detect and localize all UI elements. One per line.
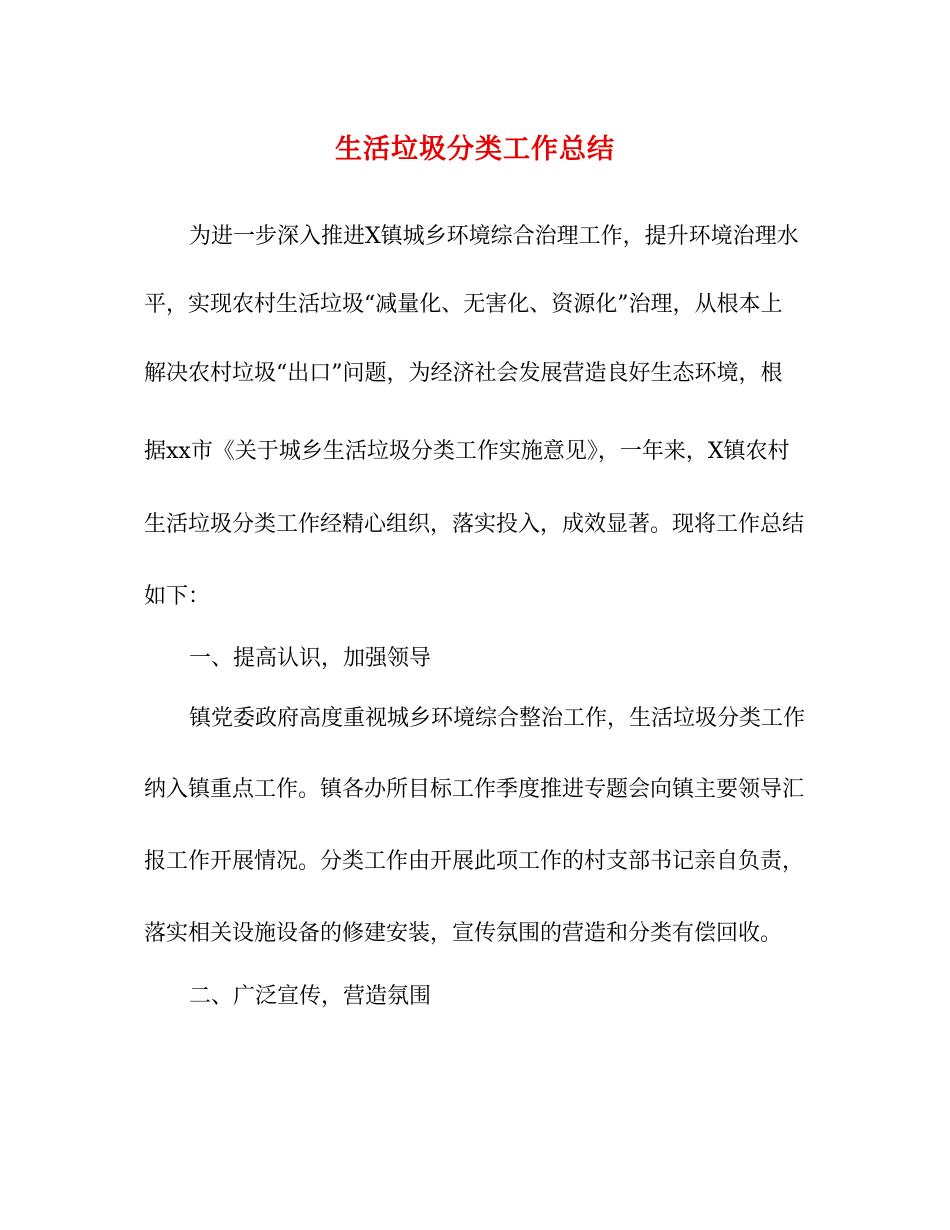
paragraph-1-line-3: 解决农村垃圾“出口”问题，为经济社会发展营造良好生态环境，根 <box>144 361 783 386</box>
section-heading-1: 一、提高认识，加强领导 <box>189 646 432 671</box>
paragraph-1-line-1: 为进一步深入推进X镇城乡环境综合治理工作，提升环境治理水 <box>189 224 799 249</box>
paragraph-2-line-2: 纳入镇重点工作。镇各办所目标工作季度推进专题会向镇主要领导汇 <box>144 777 805 802</box>
paragraph-1-line-5: 生活垃圾分类工作经精心组织，落实投入，成效显著。现将工作总结 <box>144 512 805 537</box>
paragraph-1-line-4: 据xx市《关于城乡生活垃圾分类工作实施意见》，一年来，X镇农村 <box>144 439 790 464</box>
paragraph-2-line-3: 报工作开展情况。分类工作由开展此项工作的村支部书记亲自负责， <box>144 849 805 874</box>
section-heading-2: 二、广泛宣传，营造氛围 <box>189 984 432 1009</box>
document-title: 生活垃圾分类工作总结 <box>335 134 615 165</box>
paragraph-1-line-6: 如下： <box>144 584 211 609</box>
paragraph-2-line-4: 落实相关设施设备的修建安装，宣传氛围的营造和分类有偿回收。 <box>144 921 783 946</box>
paragraph-1-line-2: 平，实现农村生活垃圾“减量化、无害化、资源化”治理，从根本上 <box>144 292 783 317</box>
paragraph-2-line-1: 镇党委政府高度重视城乡环境综合整治工作，生活垃圾分类工作 <box>189 706 806 731</box>
